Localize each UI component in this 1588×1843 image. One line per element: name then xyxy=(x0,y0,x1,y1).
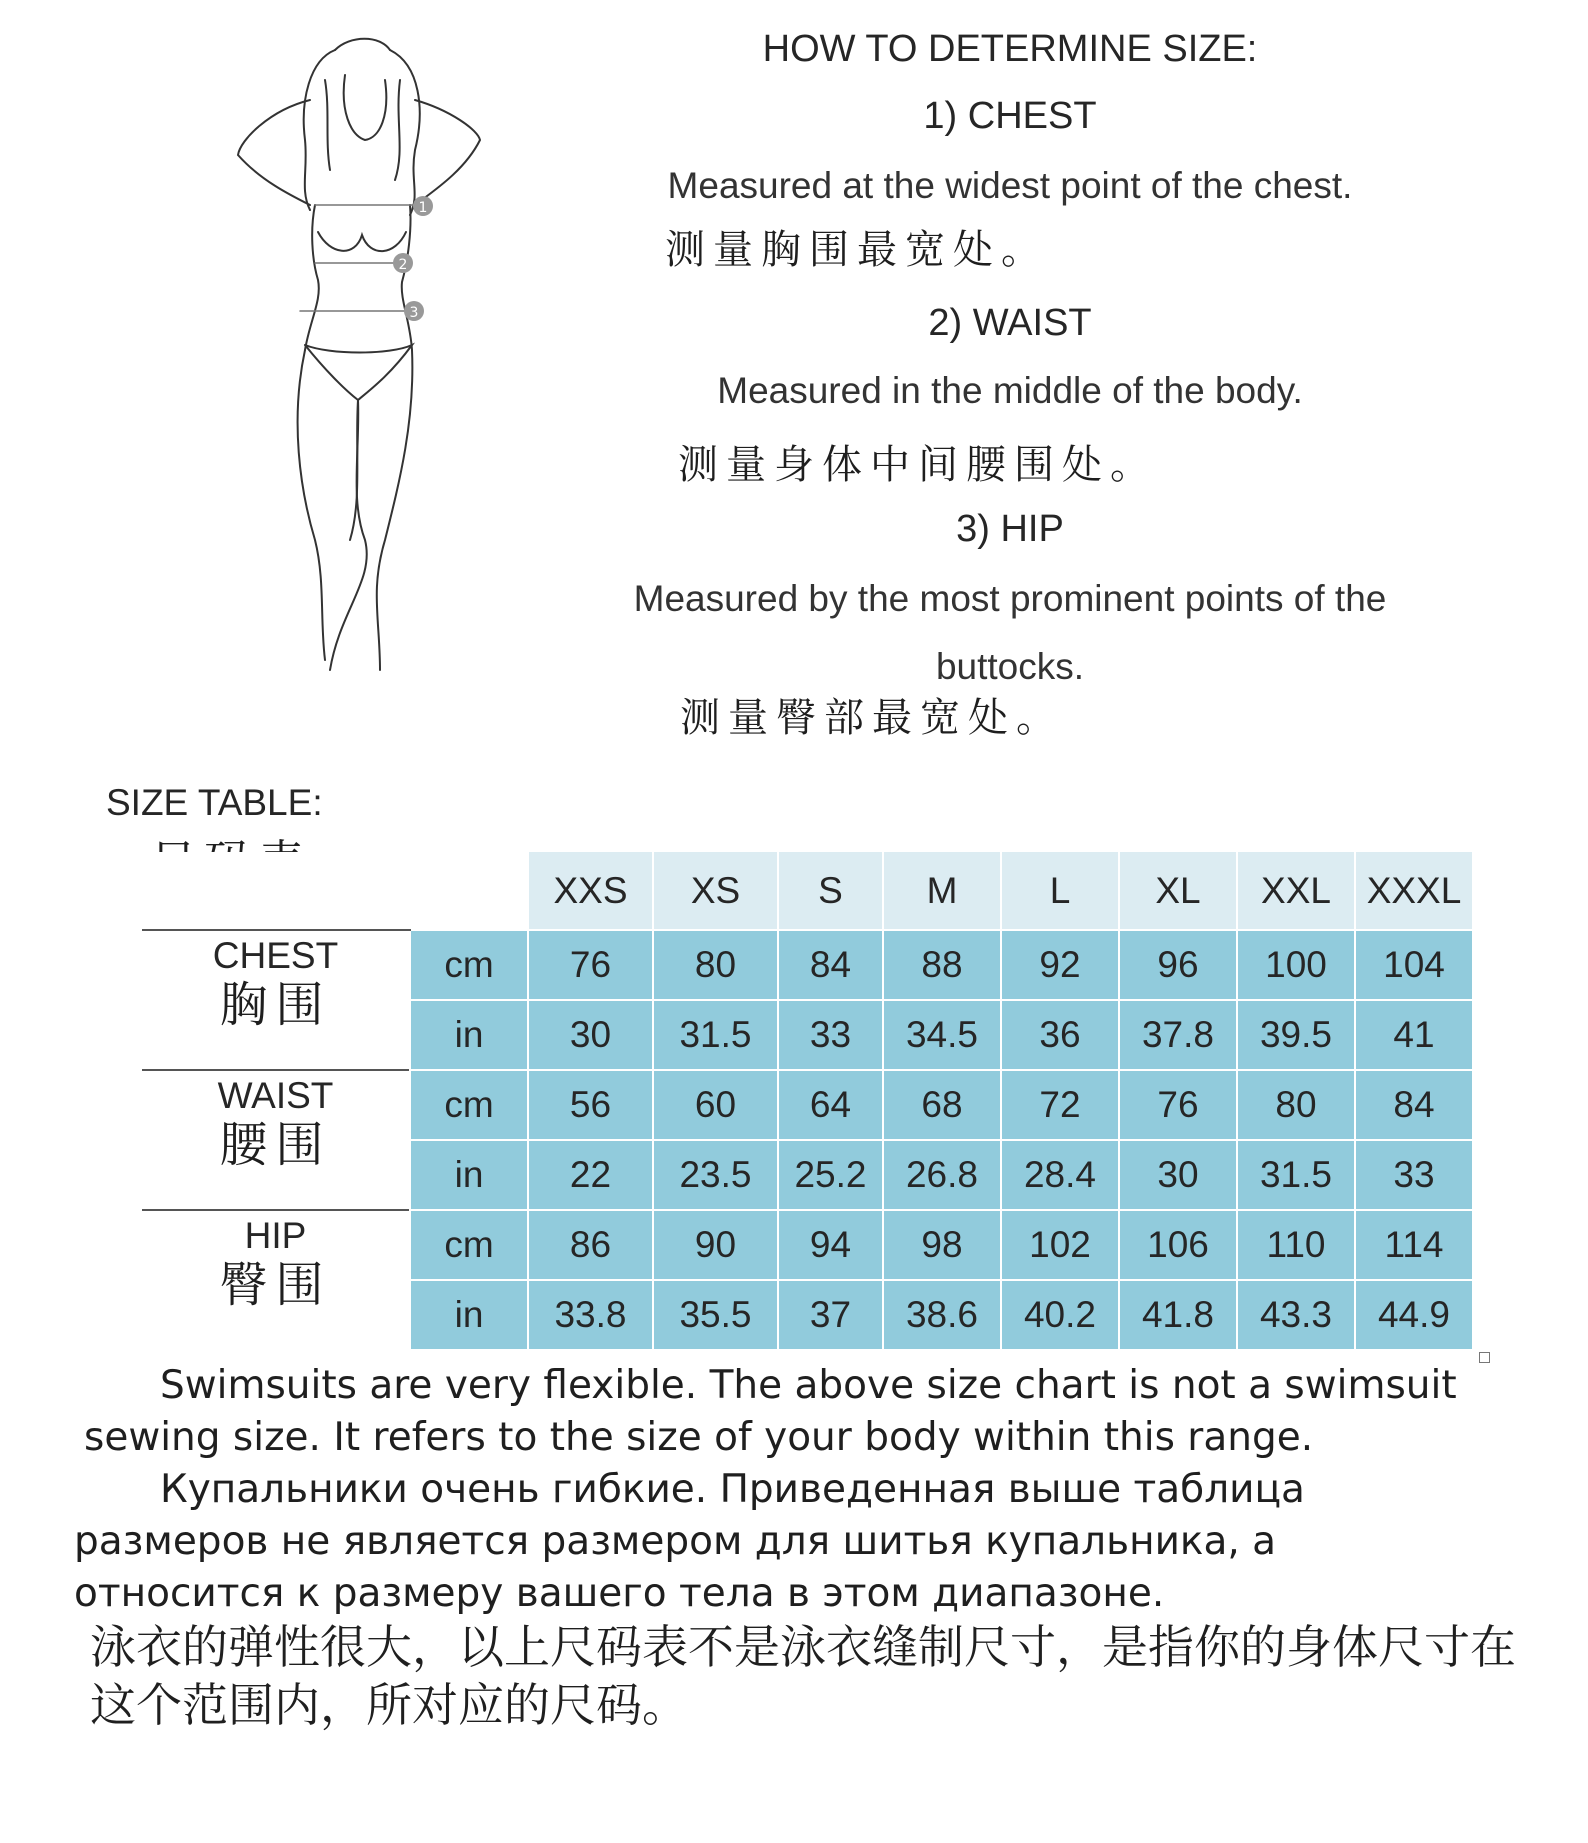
table-cell: 84 xyxy=(1355,1070,1473,1140)
size-head-s: S xyxy=(778,852,883,930)
chest-desc: Measured at the widest point of the chest. xyxy=(667,165,1353,206)
table-cell: 96 xyxy=(1119,930,1237,1000)
table-cell: 114 xyxy=(1355,1210,1473,1280)
table-cell: 25.2 xyxy=(778,1140,883,1210)
size-head-xxl: XXL xyxy=(1237,852,1355,930)
body-measurement-figure xyxy=(230,20,550,700)
small-square-icon xyxy=(1479,1352,1490,1363)
svg-text:1: 1 xyxy=(418,200,428,216)
note-ru-line2: размеров не является размером для шитья купальника, а xyxy=(74,1519,1277,1564)
table-cell: 76 xyxy=(1119,1070,1237,1140)
table-cell: 94 xyxy=(778,1210,883,1280)
chest-row-name-cn: 胸围 xyxy=(219,976,332,1033)
table-cell: 43.3 xyxy=(1237,1280,1355,1350)
waist-row-name-cn: 腰围 xyxy=(219,1116,332,1173)
hip-label: 3) HIP xyxy=(956,508,1064,550)
table-cell: 33 xyxy=(1355,1140,1473,1210)
size-table xyxy=(142,852,1474,1351)
table-cell: 34.5 xyxy=(883,1000,1001,1070)
table-cell: 80 xyxy=(1237,1070,1355,1140)
table-row xyxy=(142,1210,1473,1280)
hip-row-name: HIP xyxy=(244,1215,307,1256)
note-cn: 泳衣的弹性很大，以上尺码表不是泳衣缝制尺寸，是指你的身体尺寸在这个范围内，所对应的尺码。 xyxy=(90,1620,1516,1732)
table-cell: 37.8 xyxy=(1119,1000,1237,1070)
table-cell: 39.5 xyxy=(1237,1000,1355,1070)
table-cell: 84 xyxy=(778,930,883,1000)
header-blank xyxy=(410,852,528,930)
row-label-waist xyxy=(142,1070,410,1210)
table-cell: 22 xyxy=(528,1140,653,1210)
table-cell: 76 xyxy=(528,930,653,1000)
table-cell: 23.5 xyxy=(653,1140,778,1210)
unit-cell: in xyxy=(410,1140,528,1210)
waist-desc: Measured in the middle of the body. xyxy=(717,370,1303,411)
svg-text:3: 3 xyxy=(409,305,419,321)
waist-label: 2) WAIST xyxy=(928,302,1092,344)
chest-desc-cn: 测量胸围最宽处。 xyxy=(665,227,1049,273)
row-label-hip xyxy=(142,1210,410,1350)
size-table-title: SIZE TABLE: xyxy=(106,782,323,823)
marker-3 xyxy=(404,301,424,321)
guide-title: HOW TO DETERMINE SIZE: xyxy=(762,28,1258,70)
table-cell: 41 xyxy=(1355,1000,1473,1070)
table-cell: 98 xyxy=(883,1210,1001,1280)
size-head-xxxl: XXXL xyxy=(1355,852,1473,930)
table-cell: 30 xyxy=(528,1000,653,1070)
table-cell: 90 xyxy=(653,1210,778,1280)
header-blank xyxy=(142,852,410,930)
hip-desc-line1: Measured by the most prominent points of the xyxy=(633,578,1387,619)
note-ru-line1: Купальники очень гибкие. Приведенная выше таблица xyxy=(160,1467,1305,1512)
note-ru-line3: относится к размеру вашего тела в этом диапазоне. xyxy=(74,1571,1165,1616)
row-label-chest xyxy=(142,930,410,1070)
table-cell: 40.2 xyxy=(1001,1280,1119,1350)
size-head-xs: XS xyxy=(653,852,778,930)
note-en-line2: sewing size. It refers to the size of your body within this range. xyxy=(84,1415,1314,1460)
table-cell: 86 xyxy=(528,1210,653,1280)
table-cell: 106 xyxy=(1119,1210,1237,1280)
table-row xyxy=(142,1070,1473,1140)
table-cell: 72 xyxy=(1001,1070,1119,1140)
chest-label: 1) CHEST xyxy=(923,95,1097,137)
table-cell: 110 xyxy=(1237,1210,1355,1280)
table-cell: 30 xyxy=(1119,1140,1237,1210)
table-cell: 68 xyxy=(883,1070,1001,1140)
table-cell: 41.8 xyxy=(1119,1280,1237,1350)
table-cell: 56 xyxy=(528,1070,653,1140)
chest-row-name: CHEST xyxy=(212,935,339,976)
size-head-l: L xyxy=(1001,852,1119,930)
table-row xyxy=(142,930,1473,1000)
table-cell: 38.6 xyxy=(883,1280,1001,1350)
table-cell: 104 xyxy=(1355,930,1473,1000)
size-head-xl: XL xyxy=(1119,852,1237,930)
svg-text:2: 2 xyxy=(398,257,408,273)
note-en-line1: Swimsuits are very flexible. The above size chart is not a swimsuit xyxy=(160,1363,1457,1408)
size-head-xxs: XXS xyxy=(528,852,653,930)
table-cell: 33.8 xyxy=(528,1280,653,1350)
hip-row-name-cn: 臀围 xyxy=(219,1256,332,1313)
unit-cell: in xyxy=(410,1280,528,1350)
waist-row-name: WAIST xyxy=(217,1075,334,1116)
table-cell: 60 xyxy=(653,1070,778,1140)
marker-2 xyxy=(393,253,413,273)
unit-cell: cm xyxy=(410,1070,528,1140)
table-cell: 100 xyxy=(1237,930,1355,1000)
unit-cell: in xyxy=(410,1000,528,1070)
table-cell: 35.5 xyxy=(653,1280,778,1350)
table-cell: 102 xyxy=(1001,1210,1119,1280)
size-head-m: M xyxy=(883,852,1001,930)
hip-desc-line2: buttocks. xyxy=(935,646,1085,687)
marker-1 xyxy=(413,196,433,216)
table-cell: 31.5 xyxy=(653,1000,778,1070)
unit-cell: cm xyxy=(410,1210,528,1280)
table-cell: 28.4 xyxy=(1001,1140,1119,1210)
table-cell: 80 xyxy=(653,930,778,1000)
table-cell: 33 xyxy=(778,1000,883,1070)
size-header-row xyxy=(142,852,1473,930)
unit-cell: cm xyxy=(410,930,528,1000)
table-cell: 64 xyxy=(778,1070,883,1140)
table-cell: 37 xyxy=(778,1280,883,1350)
table-cell: 26.8 xyxy=(883,1140,1001,1210)
table-cell: 88 xyxy=(883,930,1001,1000)
table-cell: 31.5 xyxy=(1237,1140,1355,1210)
table-cell: 92 xyxy=(1001,930,1119,1000)
table-cell: 44.9 xyxy=(1355,1280,1473,1350)
waist-desc-cn: 测量身体中间腰围处。 xyxy=(678,442,1158,488)
hip-desc-cn: 测量臀部最宽处。 xyxy=(680,695,1064,741)
table-cell: 36 xyxy=(1001,1000,1119,1070)
